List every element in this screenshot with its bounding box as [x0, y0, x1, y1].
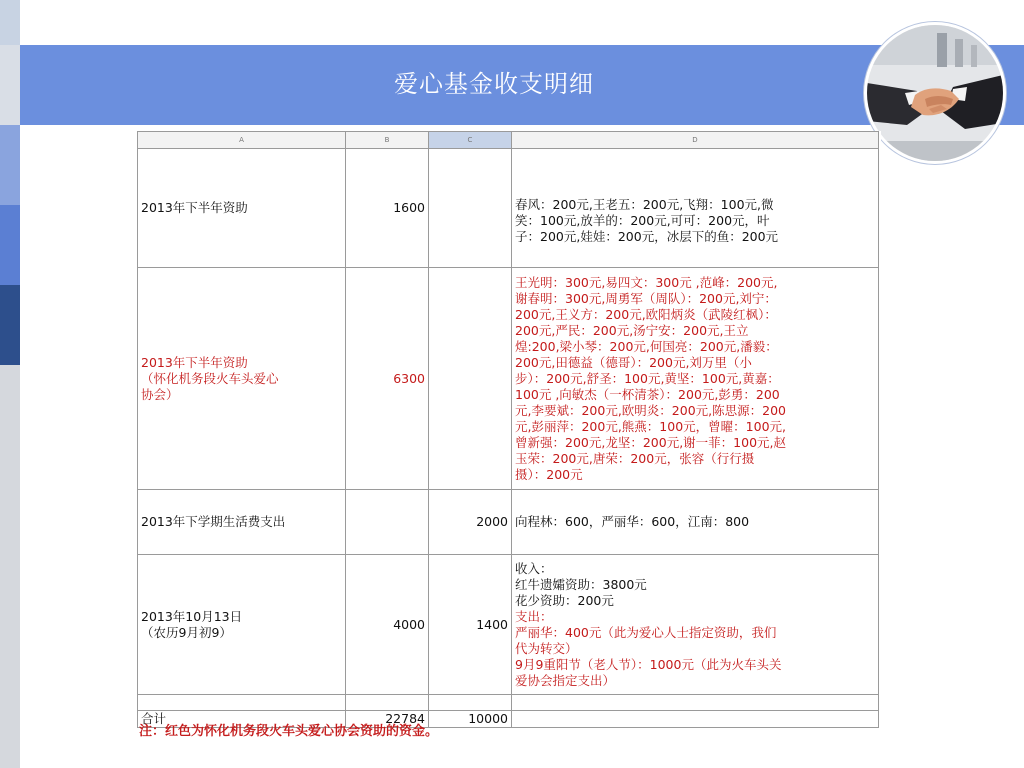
- detail-cell[interactable]: [512, 268, 879, 490]
- row-label-cell[interactable]: [138, 555, 346, 695]
- side-stripe-1: [0, 0, 20, 45]
- table-row: [138, 490, 879, 555]
- detail-line: 向程林：600，严丽华：600，江南：800: [515, 514, 750, 529]
- detail-line: 9月9重阳节（老人节）：1000元（此为火车头关: [515, 656, 782, 672]
- handshake-photo: [864, 22, 1006, 164]
- row-label: 协会）: [141, 386, 179, 402]
- side-stripe-3: [0, 125, 20, 205]
- income-cell[interactable]: 4000: [346, 555, 429, 695]
- side-stripe-5: [0, 285, 20, 365]
- income-cell[interactable]: 6300: [346, 268, 429, 490]
- footnote: 注：红色为怀化机务段火车头爱心协会资助的资金。: [139, 724, 439, 739]
- expense-cell[interactable]: 1400: [429, 555, 512, 695]
- side-stripe-4: [0, 205, 20, 285]
- row-label: 2013年10月13日: [141, 608, 243, 624]
- expense-cell[interactable]: [429, 268, 512, 490]
- detail-line: 曾新强：200元,龙坚：200元,谢一菲：100元,赵: [515, 434, 786, 450]
- table-row: [138, 555, 879, 695]
- slide-title: 爱心基金收支明细: [394, 70, 594, 98]
- total-label[interactable]: 合计: [138, 711, 346, 728]
- detail-line: 笑：100元,放羊的：200元,可可：200元，叶: [515, 213, 770, 228]
- detail-line: 玉荣：200元,唐荣：200元，张容（行行摄: [515, 450, 755, 466]
- column-header-row: [138, 132, 879, 149]
- handshake-icon: [867, 25, 1003, 161]
- detail-cell[interactable]: [512, 149, 879, 268]
- table-row: [138, 149, 879, 268]
- detail-line: 春风：200元,王老五：200元,飞翔：100元,微: [515, 197, 774, 212]
- side-stripe-6: [0, 365, 20, 768]
- detail-line: 红牛遗孀资助：3800元: [515, 576, 647, 592]
- detail-cell[interactable]: [512, 490, 879, 555]
- column-header-a[interactable]: A: [138, 132, 346, 149]
- detail-line: 200元,严民：200元,汤宁安：200元,王立: [515, 322, 749, 338]
- total-income[interactable]: 22784: [346, 711, 429, 728]
- row-label: 2013年下半年资助: [141, 354, 248, 370]
- empty-cell[interactable]: [138, 695, 346, 711]
- detail-line: 王光明：300元,易四文：300元 ,范峰：200元,: [515, 274, 778, 290]
- empty-cell[interactable]: [512, 695, 879, 711]
- empty-cell[interactable]: [346, 695, 429, 711]
- row-label-cell[interactable]: [138, 268, 346, 490]
- detail-line: 煌:200,梁小琴：200元,何国亮：200元,潘毅：: [515, 338, 778, 354]
- detail-line: 元,彭丽萍：200元,熊燕：100元，曾曜：100元,: [515, 418, 786, 434]
- table-row: [138, 268, 879, 490]
- row-label-cell[interactable]: [138, 149, 346, 268]
- detail-line: 谢春明：300元,周勇军（周队）：200元,刘宁：: [515, 290, 777, 306]
- detail-line: 摄）：200元: [515, 466, 583, 482]
- empty-row: [138, 695, 879, 711]
- detail-line: 爱协会指定支出）: [515, 672, 616, 688]
- row-label-cell[interactable]: [138, 490, 346, 555]
- detail-line: 步）：200元,舒圣：100元,黄坚：100元,黄嘉：: [515, 370, 780, 386]
- row-label: （怀化机务段火车头爱心: [141, 370, 279, 386]
- detail-line: 花少资助：200元: [515, 592, 614, 608]
- column-header-d[interactable]: D: [512, 132, 879, 149]
- fund-table: [137, 131, 879, 728]
- column-header-b[interactable]: B: [346, 132, 429, 149]
- detail-line: 严丽华：400元（此为爱心人士指定资助，我们: [515, 624, 777, 640]
- row-label: 2013年下半年资助: [141, 200, 248, 215]
- side-stripe-2: [0, 45, 20, 125]
- empty-cell[interactable]: [429, 695, 512, 711]
- column-header-c[interactable]: C: [429, 132, 512, 149]
- row-label: （农历9月初9）: [141, 624, 232, 640]
- detail-line: 100元 ,向敏杰（一杯清茶）：200元,彭勇：200: [515, 386, 780, 402]
- detail-line: 元,李要斌：200元,欧明炎：200元,陈思源：200: [515, 402, 786, 418]
- total-expense[interactable]: 10000: [429, 711, 512, 728]
- income-cell[interactable]: [346, 490, 429, 555]
- row-label: 2013年下学期生活费支出: [141, 514, 286, 529]
- spreadsheet: [137, 131, 881, 741]
- detail-line: 200元,田德益（德哥）：200元,刘万里（小: [515, 354, 752, 370]
- expense-cell[interactable]: 2000: [429, 490, 512, 555]
- detail-line: 子：200元,娃娃：200元，冰层下的鱼：200元: [515, 229, 779, 244]
- detail-line: 代为转交）: [515, 640, 578, 656]
- income-cell[interactable]: 1600: [346, 149, 429, 268]
- detail-line: 支出：: [515, 608, 553, 624]
- expense-cell-selected[interactable]: [429, 149, 512, 268]
- detail-line: 200元,王义方：200元,欧阳炳炎（武陵红枫）：: [515, 306, 777, 322]
- detail-cell[interactable]: [512, 555, 879, 695]
- total-detail[interactable]: [512, 711, 879, 728]
- detail-line: 收入：: [515, 560, 553, 576]
